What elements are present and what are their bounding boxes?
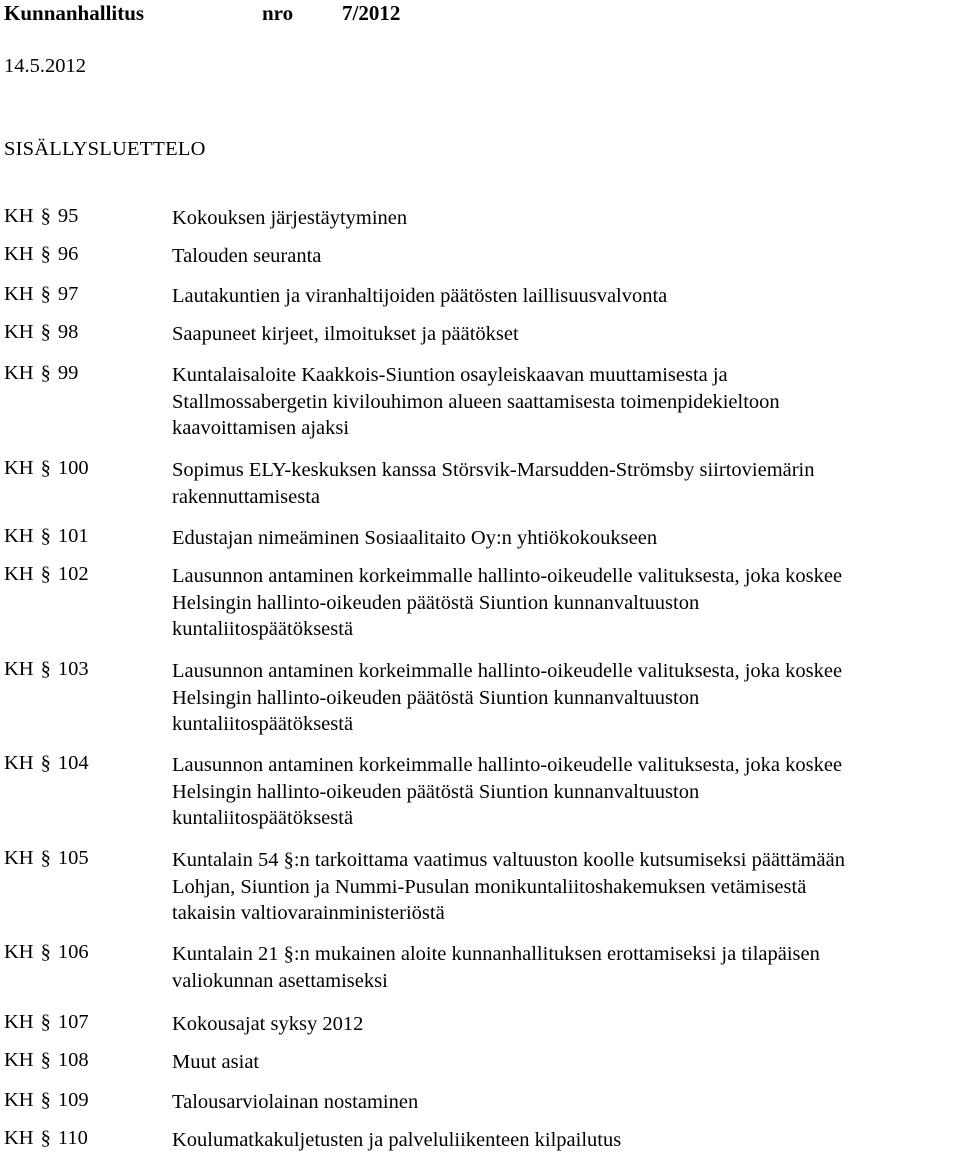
section-title-line: Muut asiat: [172, 1051, 260, 1073]
section-title-line: kuntaliitospäätöksestä: [172, 618, 354, 640]
section-prefix: KH: [4, 1127, 34, 1149]
section-prefix: KH: [4, 362, 34, 384]
section-title-line: Lausunnon antaminen korkeimmalle hallinto-oikeudelle valituksesta, joka koskee: [172, 660, 843, 682]
section-number-value: 103: [57, 658, 89, 680]
section-symbol: §: [40, 1127, 51, 1149]
section-prefix: KH: [4, 563, 34, 585]
section-symbol: §: [40, 205, 51, 227]
section-number-value: 105: [57, 847, 89, 869]
section-number: [4, 847, 89, 870]
section-number: [4, 752, 89, 775]
section-symbol: §: [40, 1089, 51, 1111]
section-title: [172, 243, 958, 270]
section-number: [4, 941, 89, 964]
section-title-line: takaisin valtiovarainministeriöstä: [172, 902, 445, 924]
document-body-name: Kunnanhallitus: [4, 1, 145, 25]
section-title-line: Helsingin hallinto-oikeuden päätöstä Siuntion kunnanvaltuuston: [172, 591, 700, 614]
section-title-line: Sopimus ELY-keskuksen kanssa Störsvik-Marsudden-Strömsby siirtoviemärin: [172, 459, 815, 481]
section-prefix: KH: [4, 1089, 34, 1111]
section-number-value: 96: [57, 243, 79, 265]
section-title-line: kaavoittamisen ajaksi: [172, 417, 350, 439]
section-title-line: kuntaliitospäätöksestä: [172, 807, 354, 829]
section-title: [172, 1049, 958, 1076]
section-title-line: Kuntalaisaloite Kaakkois-Siuntion osayleiskaavan muuttamisesta ja: [172, 364, 728, 386]
section-title-line: valiokunnan asettamiseksi: [172, 969, 388, 992]
section-number-value: 104: [57, 752, 89, 774]
section-title-line: Lausunnon antaminen korkeimmalle hallinto-oikeudelle valituksesta, joka koskee: [172, 565, 843, 587]
section-symbol: §: [40, 243, 51, 265]
section-title: [172, 1011, 958, 1038]
section-number: [4, 1049, 89, 1072]
section-prefix: KH: [4, 1011, 34, 1033]
section-title: [172, 1089, 958, 1116]
section-title: [172, 658, 958, 738]
section-number-value: 97: [57, 283, 79, 305]
section-number: [4, 243, 78, 266]
section-prefix: KH: [4, 658, 34, 680]
section-prefix: KH: [4, 283, 34, 305]
section-prefix: KH: [4, 752, 34, 774]
section-number-value: 100: [57, 457, 89, 479]
section-title-line: Koulumatkakuljetusten ja palveluliikenteen kilpailutus: [172, 1129, 622, 1151]
section-symbol: §: [40, 362, 51, 384]
section-number-value: 108: [57, 1049, 89, 1071]
section-title-line: Edustajan nimeäminen Sosiaalitaito Oy:n yhtiökokoukseen: [172, 527, 658, 549]
section-title-line: Kokouksen järjestäytyminen: [172, 207, 408, 229]
section-number-value: 101: [57, 525, 89, 547]
section-number: [4, 525, 89, 548]
document-number-label: nro: [262, 1, 294, 25]
section-prefix: KH: [4, 1049, 34, 1071]
section-title-line: Stallmossabergetin kivilouhimon alueen saattamisesta toimenpidekieltoon: [172, 390, 780, 413]
section-symbol: §: [40, 563, 51, 585]
section-symbol: §: [40, 283, 51, 305]
section-number-value: 109: [57, 1089, 89, 1111]
section-title: [172, 321, 958, 348]
section-title-line: Lohjan, Siuntion ja Nummi-Pusulan monikuntaliitoshakemuksen vetämisestä: [172, 875, 807, 898]
section-title-line: Kokousajat syksy 2012: [172, 1013, 364, 1035]
section-number: [4, 658, 89, 681]
section-title-line: Talouden seuranta: [172, 245, 322, 267]
section-symbol: §: [40, 321, 51, 343]
section-title: [172, 362, 958, 442]
section-title: [172, 847, 958, 927]
section-number: [4, 362, 78, 385]
section-number-value: 106: [57, 941, 89, 963]
section-symbol: §: [40, 658, 51, 680]
section-title: [172, 1127, 958, 1154]
section-number-value: 102: [57, 563, 89, 585]
section-number: [4, 205, 78, 228]
section-title-line: Saapuneet kirjeet, ilmoitukset ja päätökset: [172, 323, 519, 345]
document-number: 7/2012: [342, 1, 401, 25]
section-title-line: Helsingin hallinto-oikeuden päätöstä Siuntion kunnanvaltuuston: [172, 686, 700, 709]
section-symbol: §: [40, 1011, 51, 1033]
section-title: [172, 525, 958, 552]
section-number: [4, 1089, 89, 1112]
section-symbol: §: [40, 525, 51, 547]
section-prefix: KH: [4, 847, 34, 869]
section-number: [4, 321, 78, 344]
section-title: [172, 457, 958, 510]
section-prefix: KH: [4, 525, 34, 547]
section-title-line: Lautakuntien ja viranhaltijoiden päätösten laillisuusvalvonta: [172, 285, 668, 307]
section-number-value: 107: [57, 1011, 89, 1033]
section-title-line: Lausunnon antaminen korkeimmalle hallinto-oikeudelle valituksesta, joka koskee: [172, 754, 843, 776]
section-symbol: §: [40, 847, 51, 869]
section-title-line: Talousarviolainan nostaminen: [172, 1091, 419, 1113]
section-prefix: KH: [4, 457, 34, 479]
section-number: [4, 563, 89, 586]
section-title: [172, 563, 958, 643]
section-symbol: §: [40, 941, 51, 963]
section-number: [4, 1127, 88, 1150]
section-number: [4, 1011, 89, 1034]
section-number-value: 95: [57, 205, 79, 227]
section-symbol: §: [40, 1049, 51, 1071]
section-prefix: KH: [4, 941, 34, 963]
section-title-line: rakennuttamisesta: [172, 485, 321, 508]
section-title-line: kuntaliitospäätöksestä: [172, 713, 354, 735]
meeting-date: 14.5.2012: [4, 55, 86, 77]
section-title-line: Kuntalain 21 §:n mukainen aloite kunnanhallituksen erottamiseksi ja tilapäisen: [172, 943, 820, 965]
section-symbol: §: [40, 457, 51, 479]
section-title: [172, 205, 958, 232]
section-prefix: KH: [4, 321, 34, 343]
section-symbol: §: [40, 752, 51, 774]
section-number-value: 99: [57, 362, 79, 384]
page-title: SISÄLLYSLUETTELO: [4, 138, 206, 160]
section-title-line: Helsingin hallinto-oikeuden päätöstä Siuntion kunnanvaltuuston: [172, 780, 700, 803]
section-prefix: KH: [4, 205, 34, 227]
section-title: [172, 283, 958, 310]
section-number: [4, 283, 78, 306]
section-prefix: KH: [4, 243, 34, 265]
section-title-line: Kuntalain 54 §:n tarkoittama vaatimus valtuuston koolle kutsumiseksi päättämään: [172, 849, 845, 871]
section-title: [172, 941, 958, 994]
section-title: [172, 752, 958, 832]
section-number-value: 98: [57, 321, 79, 343]
section-number: [4, 457, 89, 480]
section-number-value: 110: [57, 1127, 88, 1149]
